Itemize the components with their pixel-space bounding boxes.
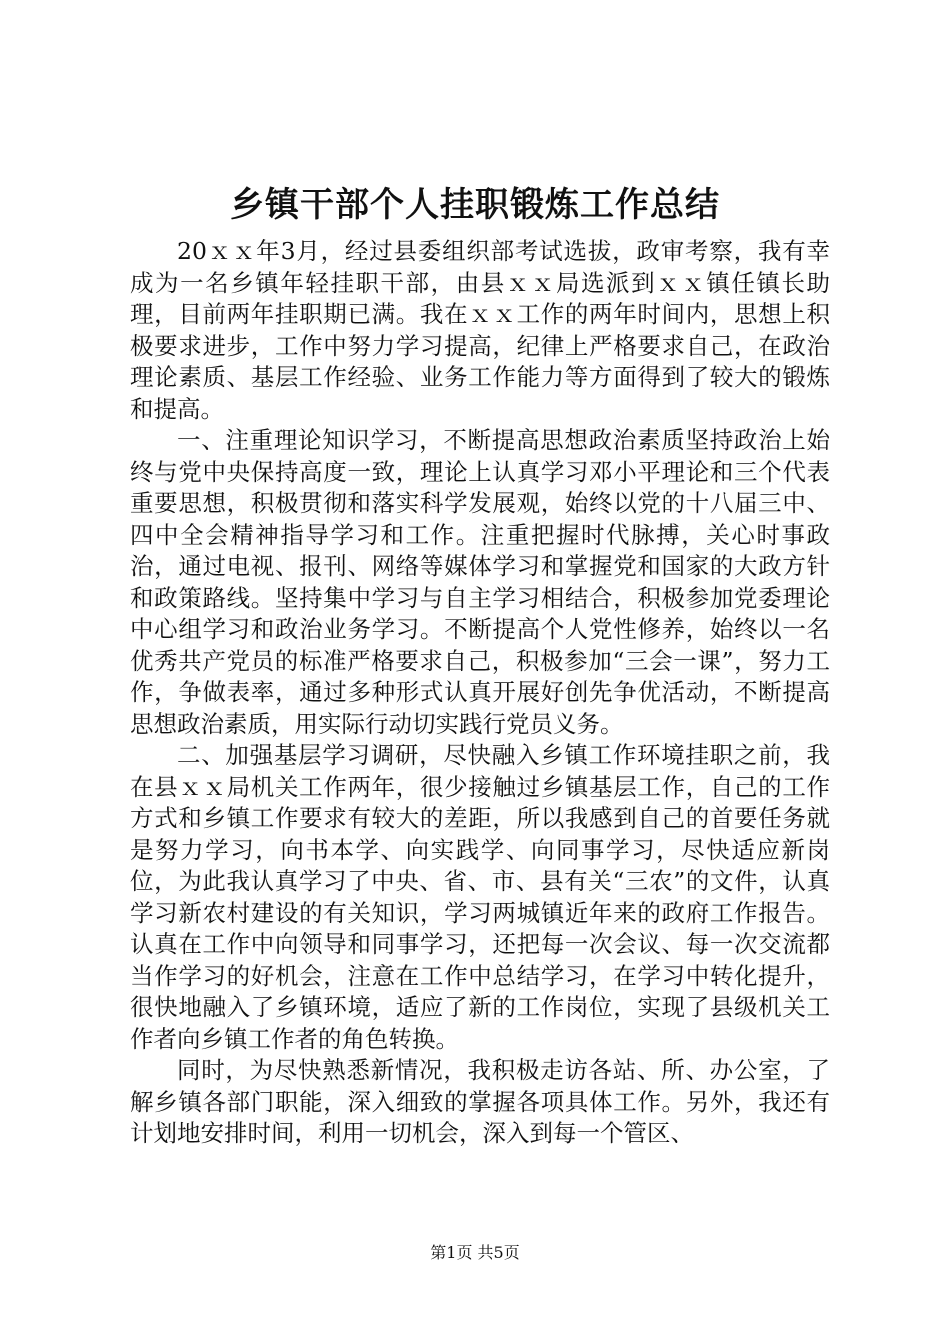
paragraph-continuation: 同时，为尽快熟悉新情况，我积极走访各站、所、办公室，了解乡镇各部门职能，深入细致的掌握各项具体工作。另外，我还有计划地安排时间，利用一切机会，深入到每一个管区、: [130, 1056, 830, 1147]
document-body: [130, 236, 830, 1150]
page-footer: 第1页 共5页: [430, 1243, 520, 1262]
paragraph-section-2: 二、加强基层学习调研，尽快融入乡镇工作环境挂职之前，我在县ｘｘ局机关工作两年，很少接触过乡镇基层工作，自己的工作方式和乡镇工作要求有较大的差距，所以我感到自己的首要任务就是努力学习，向书本学、向实践学、向同事学习，尽快适应新岗位，为此我认真学习了中央、省、市、县有关“三农”的文件，认真学习新农村建设的有关知识，学习两城镇近年来的政府工作报告。认真在工作中向领导和同事学习，还把每一次会议、每一次交流都当作学习的好机会，注意在工作中总结学习，在学习中转化提升，很快地融入了乡镇环境，适应了新的工作岗位，实现了县级机关工作者向乡镇工作者的角色转换。: [130, 741, 830, 1053]
paragraph-section-1: 一、注重理论知识学习，不断提高思想政治素质坚持政治上始终与党中央保持高度一致，理论上认真学习邓小平理论和三个代表重要思想，积极贯彻和落实科学发展观，始终以党的十八届三中、四中全会精神指导学习和工作。注重把握时代脉搏，关心时事政治，通过电视、报刊、网络等媒体学习和掌握党和国家的大政方针和政策路线。坚持集中学习与自主学习相结合，积极参加党委理论中心组学习和政治业务学习。不断提高个人党性修养，始终以一名优秀共产党员的标准严格要求自己，积极参加“三会一课”，努力工作，争做表率，通过多种形式认真开展好创先争优活动，不断提高思想政治素质，用实际行动切实践行党员义务。: [130, 426, 830, 738]
document-title: 乡镇干部个人挂职锻炼工作总结: [230, 185, 720, 225]
paragraph-intro: 20ｘｘ年3月，经过县委组织部考试选拔，政审考察，我有幸成为一名乡镇年轻挂职干部，由县ｘｘ局选派到ｘｘ镇任镇长助理，目前两年挂职期已满。我在ｘｘ工作的两年时间内，思想上积极要求进步，工作中努力学习提高，纪律上严格要求自己，在政治理论素质、基层工作经验、业务工作能力等方面得到了较大的锻炼和提高。: [130, 237, 830, 423]
